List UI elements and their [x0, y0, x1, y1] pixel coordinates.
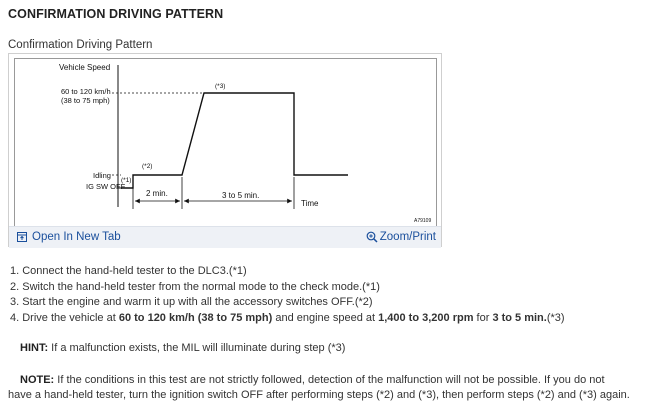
step-marker-1: (*1) [121, 177, 132, 184]
step-1: 1. Connect the hand-held tester to the DLC3.(*1) [10, 265, 247, 277]
figure-frame [8, 53, 442, 247]
step-marker-2: (*2) [142, 163, 153, 170]
open-in-new-tab-link[interactable] [17, 231, 121, 243]
step-2: 2. Switch the hand-held tester from the normal mode to the check mode.(*1) [10, 280, 380, 293]
open-in-new-tab-label: Open In New Tab [32, 231, 121, 243]
step-4-duration: 3 to 5 min. [492, 311, 547, 324]
zoom-print-label: Zoom/Print [379, 231, 436, 243]
hint-label: HINT: [20, 342, 49, 354]
vehicle-speed-label: Vehicle Speed [59, 63, 111, 72]
step-4: 4. Drive the vehicle at 60 to 120 km/h (38 to 75 mph) and engine speed at 1,400 to 3,200 rpm for 3 to 5 min.(*3) [10, 311, 565, 324]
open-tab-icon [17, 232, 27, 242]
speed-profile-line [121, 93, 348, 188]
driving-pattern-diagram [14, 58, 437, 227]
two-min-label: 2 min. [146, 189, 168, 198]
time-label: Time [301, 199, 319, 208]
note-label: NOTE: [20, 374, 55, 386]
speed-kmh-label: 60 to 120 km/h [61, 87, 111, 96]
figure-toolbar [9, 226, 441, 248]
step-4-speed: 60 to 120 km/h (38 to 75 mph) [118, 311, 273, 324]
zoom-icon [366, 231, 378, 243]
figure-code: A79109 [414, 218, 432, 224]
figure-caption: Confirmation Driving Pattern [8, 39, 153, 51]
speed-mph-label: (38 to 75 mph) [61, 96, 110, 105]
page-heading: CONFIRMATION DRIVING PATTERN [8, 7, 224, 21]
procedure-steps [10, 264, 565, 326]
step-4-rpm: 1,400 to 3,200 rpm [378, 311, 474, 324]
driving-pattern-svg [15, 59, 436, 226]
three-to-five-min-label: 3 to 5 min. [222, 191, 260, 200]
ig-sw-off-label: IG SW OFF [86, 182, 126, 191]
zoom-print-link[interactable] [366, 231, 436, 243]
step-3: 3. Start the engine and warm it up with all the accessory switches OFF.(*2) [10, 296, 373, 308]
note-paragraph-continued: have a hand-held tester, turn the ignition switch OFF after performing steps (*2) and (*3), then perform steps (*2) and (*3) again. [8, 389, 630, 401]
idling-label: Idling [93, 171, 111, 180]
hint-paragraph: HINT: If a malfunction exists, the MIL will illuminate during step (*3) [20, 342, 346, 354]
note-paragraph: NOTE: If the conditions in this test are not strictly followed, detection of the malfunction will not be possible. If you do not [20, 374, 605, 386]
step-marker-3: (*3) [215, 83, 226, 90]
